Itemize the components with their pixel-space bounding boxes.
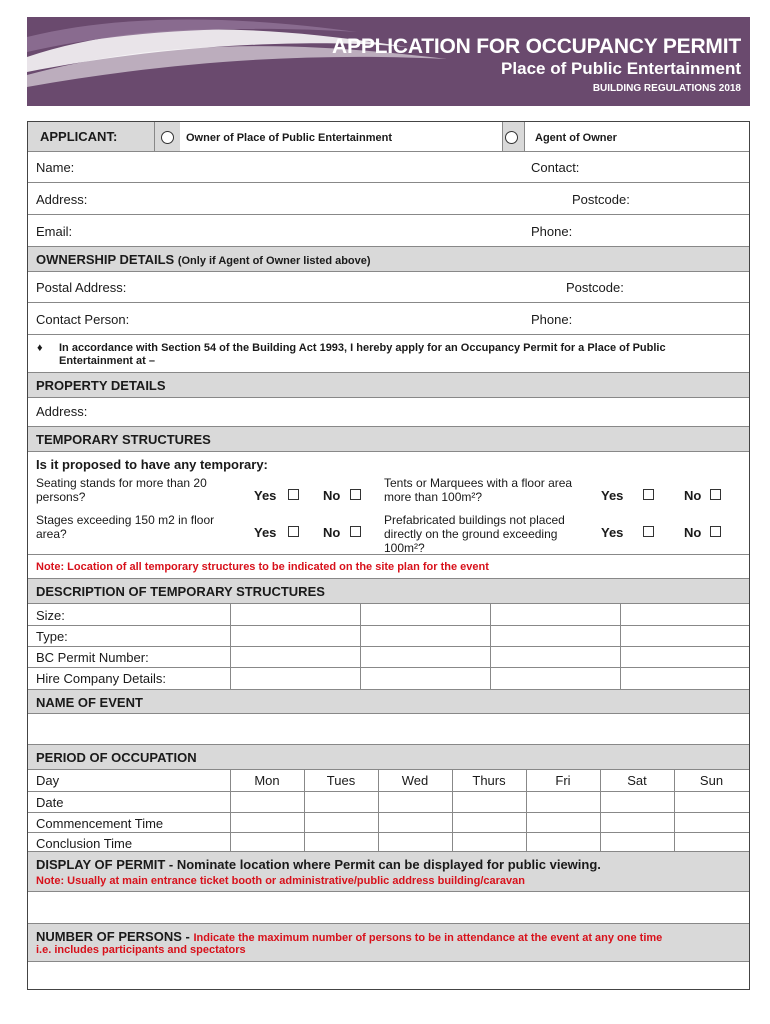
event-name-field[interactable] <box>28 714 749 745</box>
day-fri: Fri <box>555 773 571 788</box>
stages-no-checkbox[interactable] <box>350 526 361 537</box>
seating-yes-label: Yes <box>254 488 277 503</box>
description-heading: DESCRIPTION OF TEMPORARY STRUCTURES <box>36 584 325 599</box>
stages-yes-label: Yes <box>254 525 277 540</box>
persons-heading: NUMBER OF PERSONS - <box>36 929 190 944</box>
persons-note-2: i.e. includes participants and spectators <box>36 944 246 956</box>
conclusion-label: Conclusion Time <box>36 836 133 851</box>
display-note: Note: Usually at main entrance ticket booth or administrative/public address building/caravan <box>36 875 526 887</box>
prefab-question: Prefabricated buildings not placed directly on the ground exceeding 100m²? <box>384 513 565 555</box>
type-label: Type: <box>36 629 68 644</box>
seating-no-label: No <box>323 488 341 503</box>
period-heading: PERIOD OF OCCUPATION <box>36 750 197 765</box>
bc-permit-label: BC Permit Number: <box>36 650 149 665</box>
event-heading: NAME OF EVENT <box>36 695 143 710</box>
postcode-label: Postcode: <box>572 192 630 207</box>
stages-no-label: No <box>323 525 341 540</box>
email-label: Email: <box>36 224 73 239</box>
period-heading-row <box>28 745 749 770</box>
name-label: Name: <box>36 160 75 175</box>
date-label: Date <box>36 795 64 810</box>
persons-heading-row <box>28 924 749 962</box>
seating-yes-checkbox[interactable] <box>288 489 299 500</box>
property-heading-row <box>28 373 749 398</box>
property-address-label: Address: <box>36 404 88 419</box>
display-heading-row <box>28 852 749 892</box>
day-mon: Mon <box>254 773 280 788</box>
temporary-heading: TEMPORARY STRUCTURES <box>36 432 211 447</box>
ownership-note: (Only if Agent of Owner listed above) <box>177 255 371 267</box>
form-title: APPLICATION FOR OCCUPANCY PERMIT <box>332 35 741 58</box>
tents-yes-label: Yes <box>601 488 624 503</box>
description-heading-row <box>28 579 749 604</box>
prefab-no-checkbox[interactable] <box>710 526 721 537</box>
temporary-question: Is it proposed to have any temporary: <box>36 457 268 472</box>
ownership-heading-row <box>28 247 749 272</box>
description-table <box>28 604 749 690</box>
prefab-no-label: No <box>684 525 702 540</box>
tents-no-checkbox[interactable] <box>710 489 721 500</box>
day-tues: Tues <box>326 773 356 788</box>
period-table <box>28 770 749 852</box>
owner-option-label: Owner of Place of Public Entertainment <box>186 132 392 144</box>
temporary-questions <box>28 452 749 555</box>
contact-label: Contact: <box>531 160 580 175</box>
form-subtitle: Place of Public Entertainment <box>501 59 741 78</box>
day-sun: Sun <box>699 773 724 788</box>
temporary-heading-row <box>28 427 749 452</box>
applicant-row <box>28 122 749 152</box>
property-heading: PROPERTY DETAILS <box>36 378 166 393</box>
day-thurs: Thurs <box>472 773 506 788</box>
diamond-bullet-icon: ♦ <box>37 342 43 354</box>
prefab-yes-label: Yes <box>601 525 624 540</box>
applicant-label: APPLICANT: <box>40 129 118 144</box>
agent-option-label: Agent of Owner <box>535 132 617 144</box>
application-form <box>27 121 750 990</box>
size-label: Size: <box>36 608 65 623</box>
day-sat: Sat <box>627 773 647 788</box>
contact-person-label: Contact Person: <box>36 312 130 327</box>
agent-radio[interactable] <box>505 131 518 144</box>
temporary-note-row <box>28 555 749 579</box>
declaration-row <box>28 335 749 373</box>
seating-no-checkbox[interactable] <box>350 489 361 500</box>
regulations-label: BUILDING REGULATIONS 2018 <box>592 83 741 94</box>
tents-no-label: No <box>684 488 702 503</box>
prefab-yes-checkbox[interactable] <box>643 526 654 537</box>
event-heading-row <box>28 690 749 714</box>
ownership-phone-label: Phone: <box>531 312 573 327</box>
postal-address-label: Postal Address: <box>36 280 127 295</box>
persons-count-field[interactable] <box>28 962 749 989</box>
ownership-postcode-label: Postcode: <box>566 280 624 295</box>
temporary-note: Note: Location of all temporary structures to be indicated on the site plan for the event <box>36 561 489 573</box>
stages-question: Stages exceeding 150 m2 in floor area? <box>36 513 215 541</box>
phone-label: Phone: <box>531 224 573 239</box>
hire-company-label: Hire Company Details: <box>36 671 167 686</box>
display-location-field[interactable] <box>28 892 749 924</box>
property-address-row[interactable] <box>28 398 749 427</box>
display-heading: DISPLAY OF PERMIT - Nominate location where Permit can be displayed for public viewing. <box>36 857 601 872</box>
name-row[interactable] <box>28 152 749 183</box>
ownership-heading: OWNERSHIP DETAILS <box>36 252 175 267</box>
address-label: Address: <box>36 192 88 207</box>
commencement-label: Commencement Time <box>36 816 164 831</box>
tents-question: Tents or Marquees with a floor area more than 100m²? <box>384 476 573 504</box>
declaration-text: In accordance with Section 54 of the Building Act 1993, I hereby apply for an Occupancy Permit for a Place of Public Entertainment at – <box>59 342 666 367</box>
email-row[interactable] <box>28 215 749 247</box>
stages-yes-checkbox[interactable] <box>288 526 299 537</box>
form-header <box>27 17 750 106</box>
contact-person-row[interactable] <box>28 303 749 335</box>
owner-radio[interactable] <box>161 131 174 144</box>
postal-address-row[interactable] <box>28 272 749 303</box>
persons-note: Indicate the maximum number of persons to be in attendance at the event at any one time <box>193 932 663 944</box>
address-row[interactable] <box>28 183 749 215</box>
seating-question: Seating stands for more than 20 persons? <box>36 476 207 504</box>
day-wed: Wed <box>401 773 429 788</box>
tents-yes-checkbox[interactable] <box>643 489 654 500</box>
day-label: Day <box>36 773 60 788</box>
